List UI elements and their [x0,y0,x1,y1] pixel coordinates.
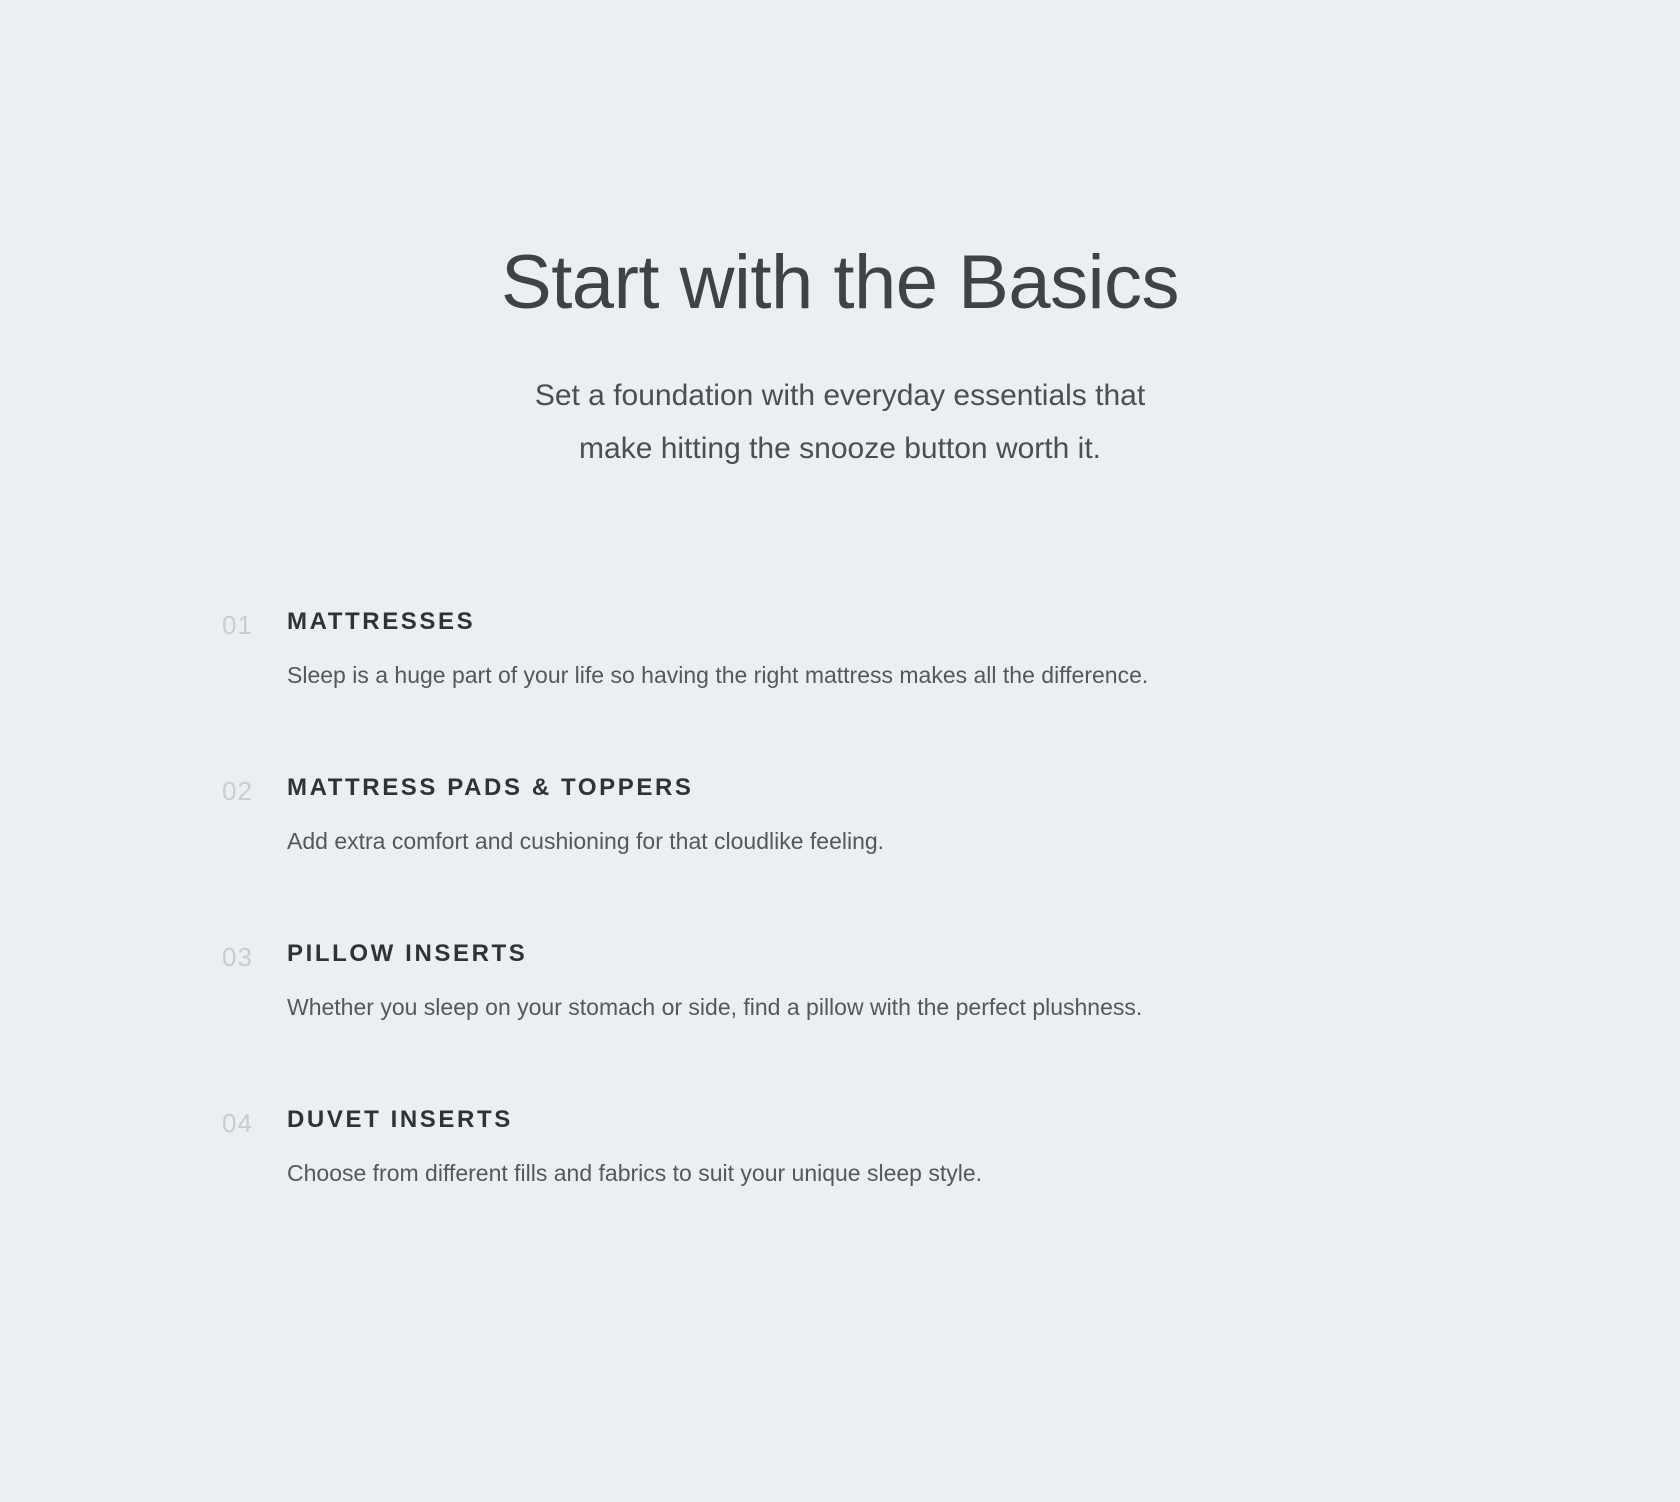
page-subtitle-line-1: Set a foundation with everyday essentials that [534,379,1146,412]
list-item-body [222,1106,1680,1190]
list-item-body [222,608,1680,692]
list-item-body [222,940,1680,1024]
list-item [222,608,1680,692]
list-item-description: Add extra comfort and cushioning for that cloudlike feeling. [287,827,885,854]
list-item-title: PILLOW INSERTS [287,940,528,968]
hero-section [0,0,1680,476]
list-item-description: Sleep is a huge part of your life so having the right mattress makes all the difference. [287,661,1149,688]
list-item-body [222,774,1680,858]
page-subtitle [390,369,1290,476]
list-item-title: MATTRESSES [287,607,476,635]
page-title: Start with the Basics [501,240,1179,325]
list-item-description: Choose from different fills and fabrics to suit your unique sleep style. [287,1160,983,1186]
list-item-title: DUVET INSERTS [287,1106,513,1134]
list-item [222,940,1680,1024]
list-item-number: 04 [222,1108,253,1139]
list-item-title: MATTRESS PADS & TOPPERS [287,773,694,801]
list-item [222,1106,1680,1190]
basics-list [0,608,1680,1191]
list-item-number: 01 [222,609,253,640]
list-item-number: 03 [222,942,253,973]
list-item-description: Whether you sleep on your stomach or side, find a pillow with the perfect plushness. [287,993,1143,1020]
list-item-number: 02 [222,775,253,806]
list-item [222,774,1680,858]
page-subtitle-line-2: make hitting the snooze button worth it. [579,432,1101,466]
